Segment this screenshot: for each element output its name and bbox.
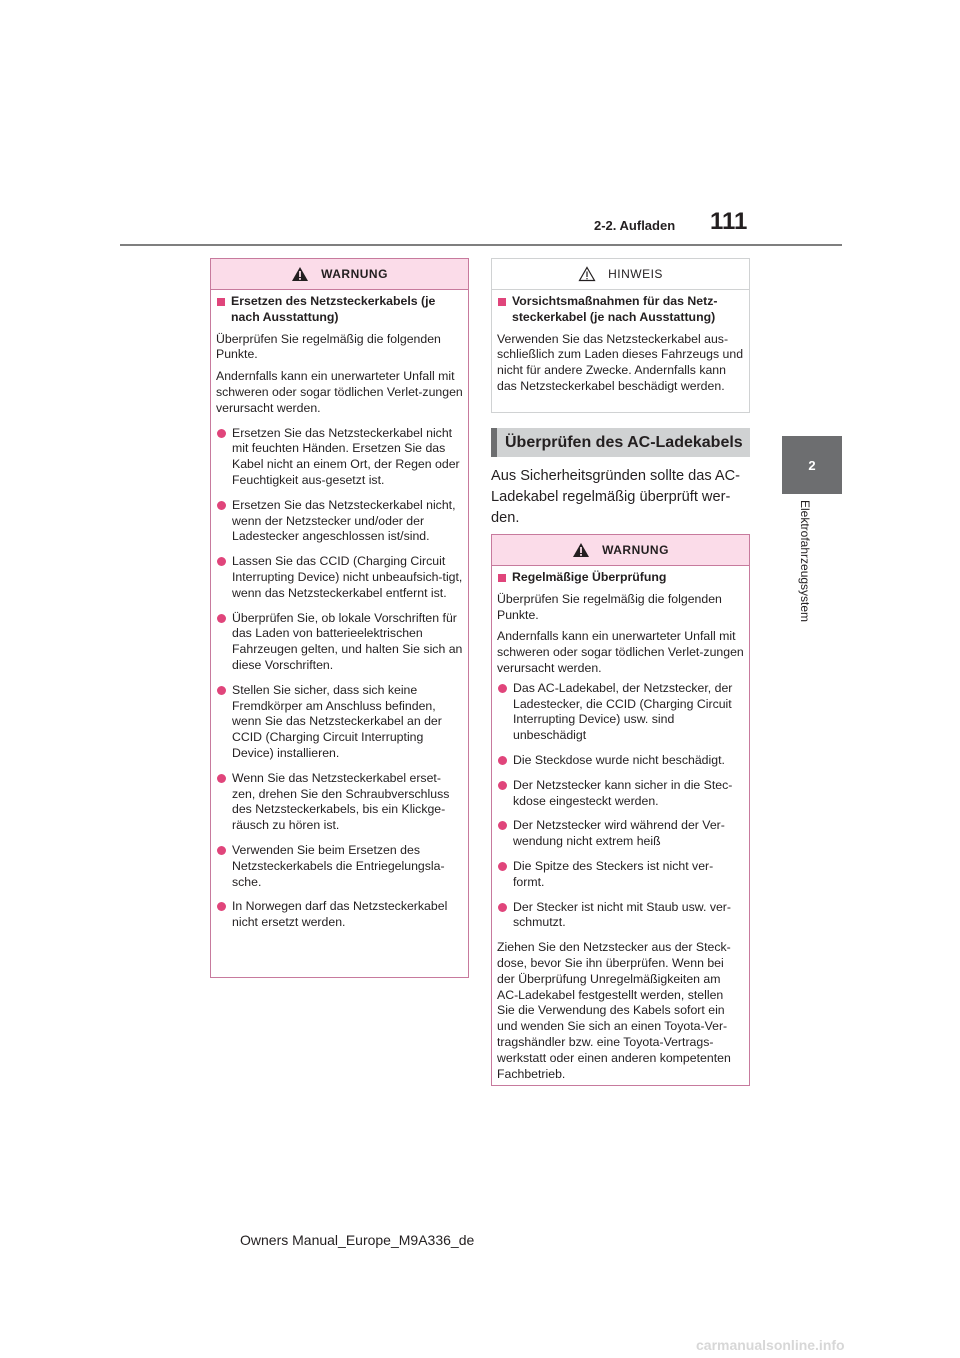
warning-paragraph: Andernfalls kann ein unerwarteter Unfall mit schweren oder sogar tödlichen Verlet-zungen verursacht werden.	[497, 629, 744, 675]
list-item: Der Netzstecker kann sicher in die Stec-kdose eingesteckt werden.	[497, 778, 744, 810]
list-item: Verwenden Sie beim Ersetzen des Netzsteckerkabels die Entriegelungsla-sche.	[216, 843, 463, 890]
list-item: Stellen Sie sicher, dass sich keine Fremdkörper am Anschluss befinden, wenn Sie das Netzsteckerkabel an der CCID (Charging Circuit Interrupting Device) installieren.	[216, 683, 463, 762]
chapter-tab[interactable]	[782, 436, 842, 494]
circle-bullet-icon	[498, 903, 507, 912]
chapter-label: Elektrofahrzeugsystem	[798, 500, 812, 623]
square-bullet-icon	[498, 298, 506, 306]
notice-title: HINWEIS	[608, 267, 663, 281]
list-item: Der Stecker ist nicht mit Staub usw. ver-schmutzt.	[497, 900, 744, 932]
warning-subheading: Ersetzen des Netzsteckerkabels (je nach Ausstattung)	[216, 294, 463, 326]
header-divider	[120, 244, 842, 246]
section-heading: Überprüfen des AC-Ladekabels	[491, 428, 750, 457]
warning-title: WARNUNG	[602, 543, 669, 557]
warning-triangle-icon	[572, 542, 590, 558]
circle-bullet-icon	[217, 686, 226, 695]
warning-box-cable-replacement	[210, 258, 469, 978]
notice-header	[492, 259, 749, 290]
watermark: carmanualsonline.info	[696, 1337, 845, 1353]
circle-bullet-icon	[217, 846, 226, 855]
list-item: Überprüfen Sie, ob lokale Vorschriften für das Laden von batterieelektrischen Fahrzeugen gelten, und halten Sie sich an diese Vorschriften.	[216, 611, 463, 674]
warning-header	[492, 535, 749, 566]
warning-paragraph: Andernfalls kann ein unerwarteter Unfall mit schweren oder sogar tödlichen Verlet-zungen verursacht werden.	[216, 369, 463, 415]
list-item: Das AC-Ladekabel, der Netzstecker, der Ladestecker, die CCID (Charging Circuit Interrupting Device) usw. sind unbeschädigt	[497, 681, 744, 744]
warning-title: WARNUNG	[321, 267, 388, 281]
list-item: Ersetzen Sie das Netzsteckerkabel nicht mit feuchten Händen. Ersetzen Sie das Kabel nicht an einem Ort, der Regen oder Feuchtigkeit aus-gesetzt ist.	[216, 426, 463, 489]
warning-box-regular-check	[491, 534, 750, 1086]
circle-bullet-icon	[498, 781, 507, 790]
section-intro: Aus Sicherheitsgründen sollte das AC-Ladekabel regelmäßig überprüft wer-den.	[491, 468, 741, 526]
circle-bullet-icon	[217, 501, 226, 510]
list-item: Ersetzen Sie das Netzsteckerkabel nicht, wenn der Netzstecker und/oder der Ladestecker angeschlossen ist/sind.	[216, 498, 463, 545]
notice-subheading: Vorsichtsmaßnahmen für das Netz-steckerkabel (je nach Ausstattung)	[497, 294, 744, 326]
caution-triangle-icon	[578, 266, 596, 282]
circle-bullet-icon	[217, 902, 226, 911]
warning-subheading: Regelmäßige Überprüfung	[497, 570, 744, 586]
list-item: Die Spitze des Steckers ist nicht ver-formt.	[497, 859, 744, 891]
circle-bullet-icon	[217, 614, 226, 623]
square-bullet-icon	[498, 574, 506, 582]
list-item: Lassen Sie das CCID (Charging Circuit Interrupting Device) nicht unbeaufsich-tigt, wenn das Netzsteckerkabel entfernt ist.	[216, 554, 463, 601]
circle-bullet-icon	[498, 862, 507, 871]
circle-bullet-icon	[498, 821, 507, 830]
section-header: 2-2. Aufladen	[594, 218, 676, 233]
circle-bullet-icon	[498, 756, 507, 765]
list-item: Wenn Sie das Netzsteckerkabel erset-zen, drehen Sie den Schraubverschluss des Netzsteckerkabels, bis ein Klickge-räusch zu hören ist.	[216, 771, 463, 834]
warning-closing-paragraph: Ziehen Sie den Netzstecker aus der Steck-dose, bevor Sie ihn überprüfen. Wenn bei der Überprüfung Unregelmäßigkeiten am AC-Ladekabel festgestellt werden, stellen Sie die Verwendung des Kabels sofort ein und wenden Sie sich an einen Toyota-Ver-tragshändler bzw. eine Toyota-Vertrags-werkstatt oder einen anderen kompetenten Fachbetrieb.	[497, 940, 731, 1081]
notice-box-cable-precautions	[491, 258, 750, 413]
heading-accent-bar	[491, 428, 497, 457]
warning-paragraph: Überprüfen Sie regelmäßig die folgenden Punkte.	[216, 331, 441, 362]
list-item: Die Steckdose wurde nicht beschädigt.	[497, 753, 744, 769]
chapter-number: 2	[808, 457, 816, 473]
warning-header	[211, 259, 468, 290]
page-number: 111	[710, 208, 748, 235]
circle-bullet-icon	[498, 684, 507, 693]
circle-bullet-icon	[217, 557, 226, 566]
notice-paragraph: Verwenden Sie das Netzsteckerkabel aus-schließlich zum Laden dieses Fahrzeugs und nicht für andere Zwecke. Andernfalls kann das Netzsteckerkabel beschädigt werden.	[497, 331, 744, 393]
circle-bullet-icon	[217, 774, 226, 783]
list-item: Der Netzstecker wird während der Ver-wendung nicht extrem heiß	[497, 818, 744, 850]
list-item: In Norwegen darf das Netzsteckerkabel nicht ersetzt werden.	[216, 899, 463, 931]
square-bullet-icon	[217, 298, 225, 306]
footer-manual-id: Owners Manual_Europe_M9A336_de	[240, 1232, 475, 1248]
warning-paragraph: Überprüfen Sie regelmäßig die folgenden Punkte.	[497, 591, 722, 622]
circle-bullet-icon	[217, 429, 226, 438]
warning-triangle-icon	[291, 266, 309, 282]
